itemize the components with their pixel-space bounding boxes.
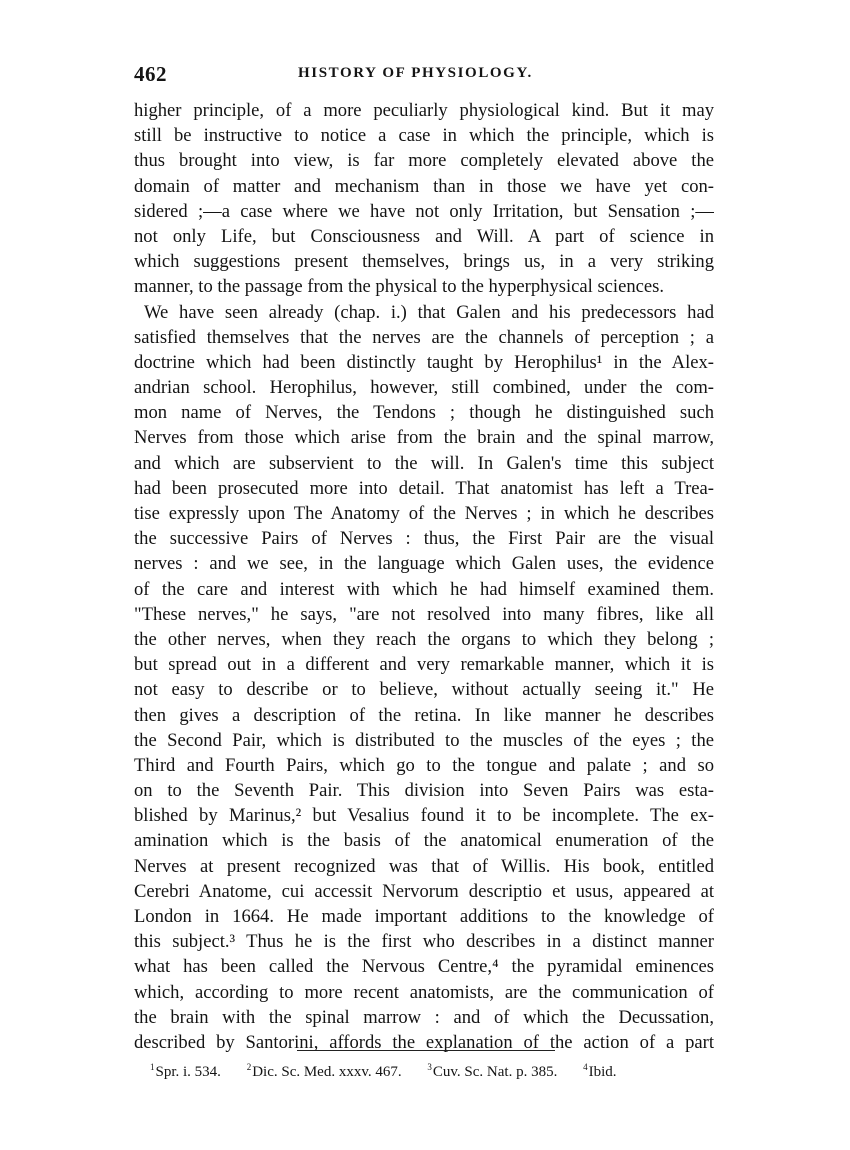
footnote-text: Cuv. Sc. Nat. p. 385. — [432, 1064, 558, 1080]
footnote-rule — [297, 1050, 555, 1051]
text-line: nerves : and we see, in the language which Galen uses, the evidence — [134, 553, 714, 575]
text-line: this subject.³ Thus he is the first who describes in a distinct manner — [134, 931, 714, 953]
text-line: still be instructive to notice a case in which the principle, which is — [134, 125, 714, 147]
text-line: We have seen already (chap. i.) that Galen and his predecessors had — [144, 301, 714, 323]
footnote-text: Ibid. — [588, 1064, 617, 1080]
footnote-mark: 2 — [246, 1062, 252, 1072]
footnote-mark: 3 — [427, 1062, 432, 1072]
text-line: on to the Seventh Pair. This division into Seven Pairs was esta- — [134, 780, 714, 802]
footnote-text: Dic. Sc. Med. xxxv. 467. — [252, 1064, 402, 1080]
text-line: Third and Fourth Pairs, which go to the tongue and palate ; and so — [134, 754, 714, 776]
text-line: domain of matter and mechanism than in those we have yet con- — [134, 175, 714, 197]
running-head: HISTORY OF PHYSIOLOGY. — [298, 65, 533, 81]
text-line: and which are subservient to the will. In Galen's time this subject — [134, 452, 714, 474]
text-line: then gives a description of the retina. In like manner he describes — [134, 704, 714, 726]
text-line: higher principle, of a more peculiarly physiological kind. But it may — [134, 100, 714, 121]
text-line: andrian school. Herophilus, however, still combined, under the com- — [134, 377, 714, 399]
text-line: had been prosecuted more into detail. That anatomist has left a Trea- — [134, 477, 714, 499]
footnote-mark: 4 — [583, 1062, 588, 1072]
footnote — [247, 1062, 402, 1081]
text-line: manner, to the passage from the physical to the hyperphysical sciences. — [134, 276, 665, 298]
footnote — [583, 1062, 616, 1081]
text-line: described by Santorini, affords the explanation of the action of a part — [134, 1031, 714, 1053]
footnote — [427, 1062, 557, 1081]
text-line: London in 1664. He made important additions to the knowledge of — [134, 906, 714, 927]
text-line: sidered ;—a case where we have not only Irritation, but Sensation ;— — [134, 200, 714, 222]
text-line: Nerves from those which arise from the brain and the spinal marrow, — [134, 427, 714, 449]
text-line: tise expressly upon The Anatomy of the Nerves ; in which he describes — [134, 503, 714, 524]
text-line: satisfied themselves that the nerves are the channels of perception ; a — [134, 326, 714, 348]
text-line: doctrine which had been distinctly taught by Herophilus¹ in the Alex- — [134, 351, 714, 373]
footnote-mark: 1 — [150, 1062, 155, 1072]
text-line: the brain with the spinal marrow : and of which the Decussation, — [134, 1006, 714, 1028]
body-text — [134, 98, 714, 1055]
text-line: not only Life, but Consciousness and Will. A part of science in — [134, 225, 714, 247]
text-line: but spread out in a different and very remarkable manner, which it is — [134, 654, 714, 676]
page-number: 462 — [134, 62, 167, 86]
text-line: the other nerves, when they reach the organs to which they belong ; — [134, 628, 714, 650]
text-line: Nerves at present recognized was that of Willis. His book, entitled — [134, 855, 714, 877]
text-line: the Second Pair, which is distributed to the muscles of the eyes ; the — [134, 729, 714, 751]
text-line: blished by Marinus,² but Vesalius found it to be incomplete. The ex- — [134, 805, 714, 827]
text-line: amination which is the basis of the anatomical enumeration of the — [134, 830, 714, 852]
text-line: mon name of Nerves, the Tendons ; though he distinguished such — [134, 402, 714, 424]
text-line: which suggestions present themselves, brings us, in a very striking — [134, 251, 714, 273]
text-line: "These nerves," he says, "are not resolved into many fibres, like all — [134, 603, 714, 625]
footnote-text: Spr. i. 534. — [155, 1064, 221, 1080]
text-line: thus brought into view, is far more completely elevated above the — [134, 150, 714, 172]
footnotes — [150, 1062, 710, 1081]
text-line: the successive Pairs of Nerves : thus, the First Pair are the visual — [134, 528, 714, 550]
footnote — [150, 1062, 221, 1081]
page-header — [134, 62, 714, 86]
text-line: not easy to describe or to believe, without actually seeing it." He — [134, 679, 714, 701]
text-line: of the care and interest with which he had himself examined them. — [134, 578, 714, 600]
text-line: Cerebri Anatome, cui accessit Nervorum descriptio et usus, appeared at — [134, 880, 714, 902]
text-line: which, according to more recent anatomists, are the communication of — [134, 981, 714, 1003]
text-line: what has been called the Nervous Centre,⁴ the pyramidal eminences — [134, 956, 714, 978]
